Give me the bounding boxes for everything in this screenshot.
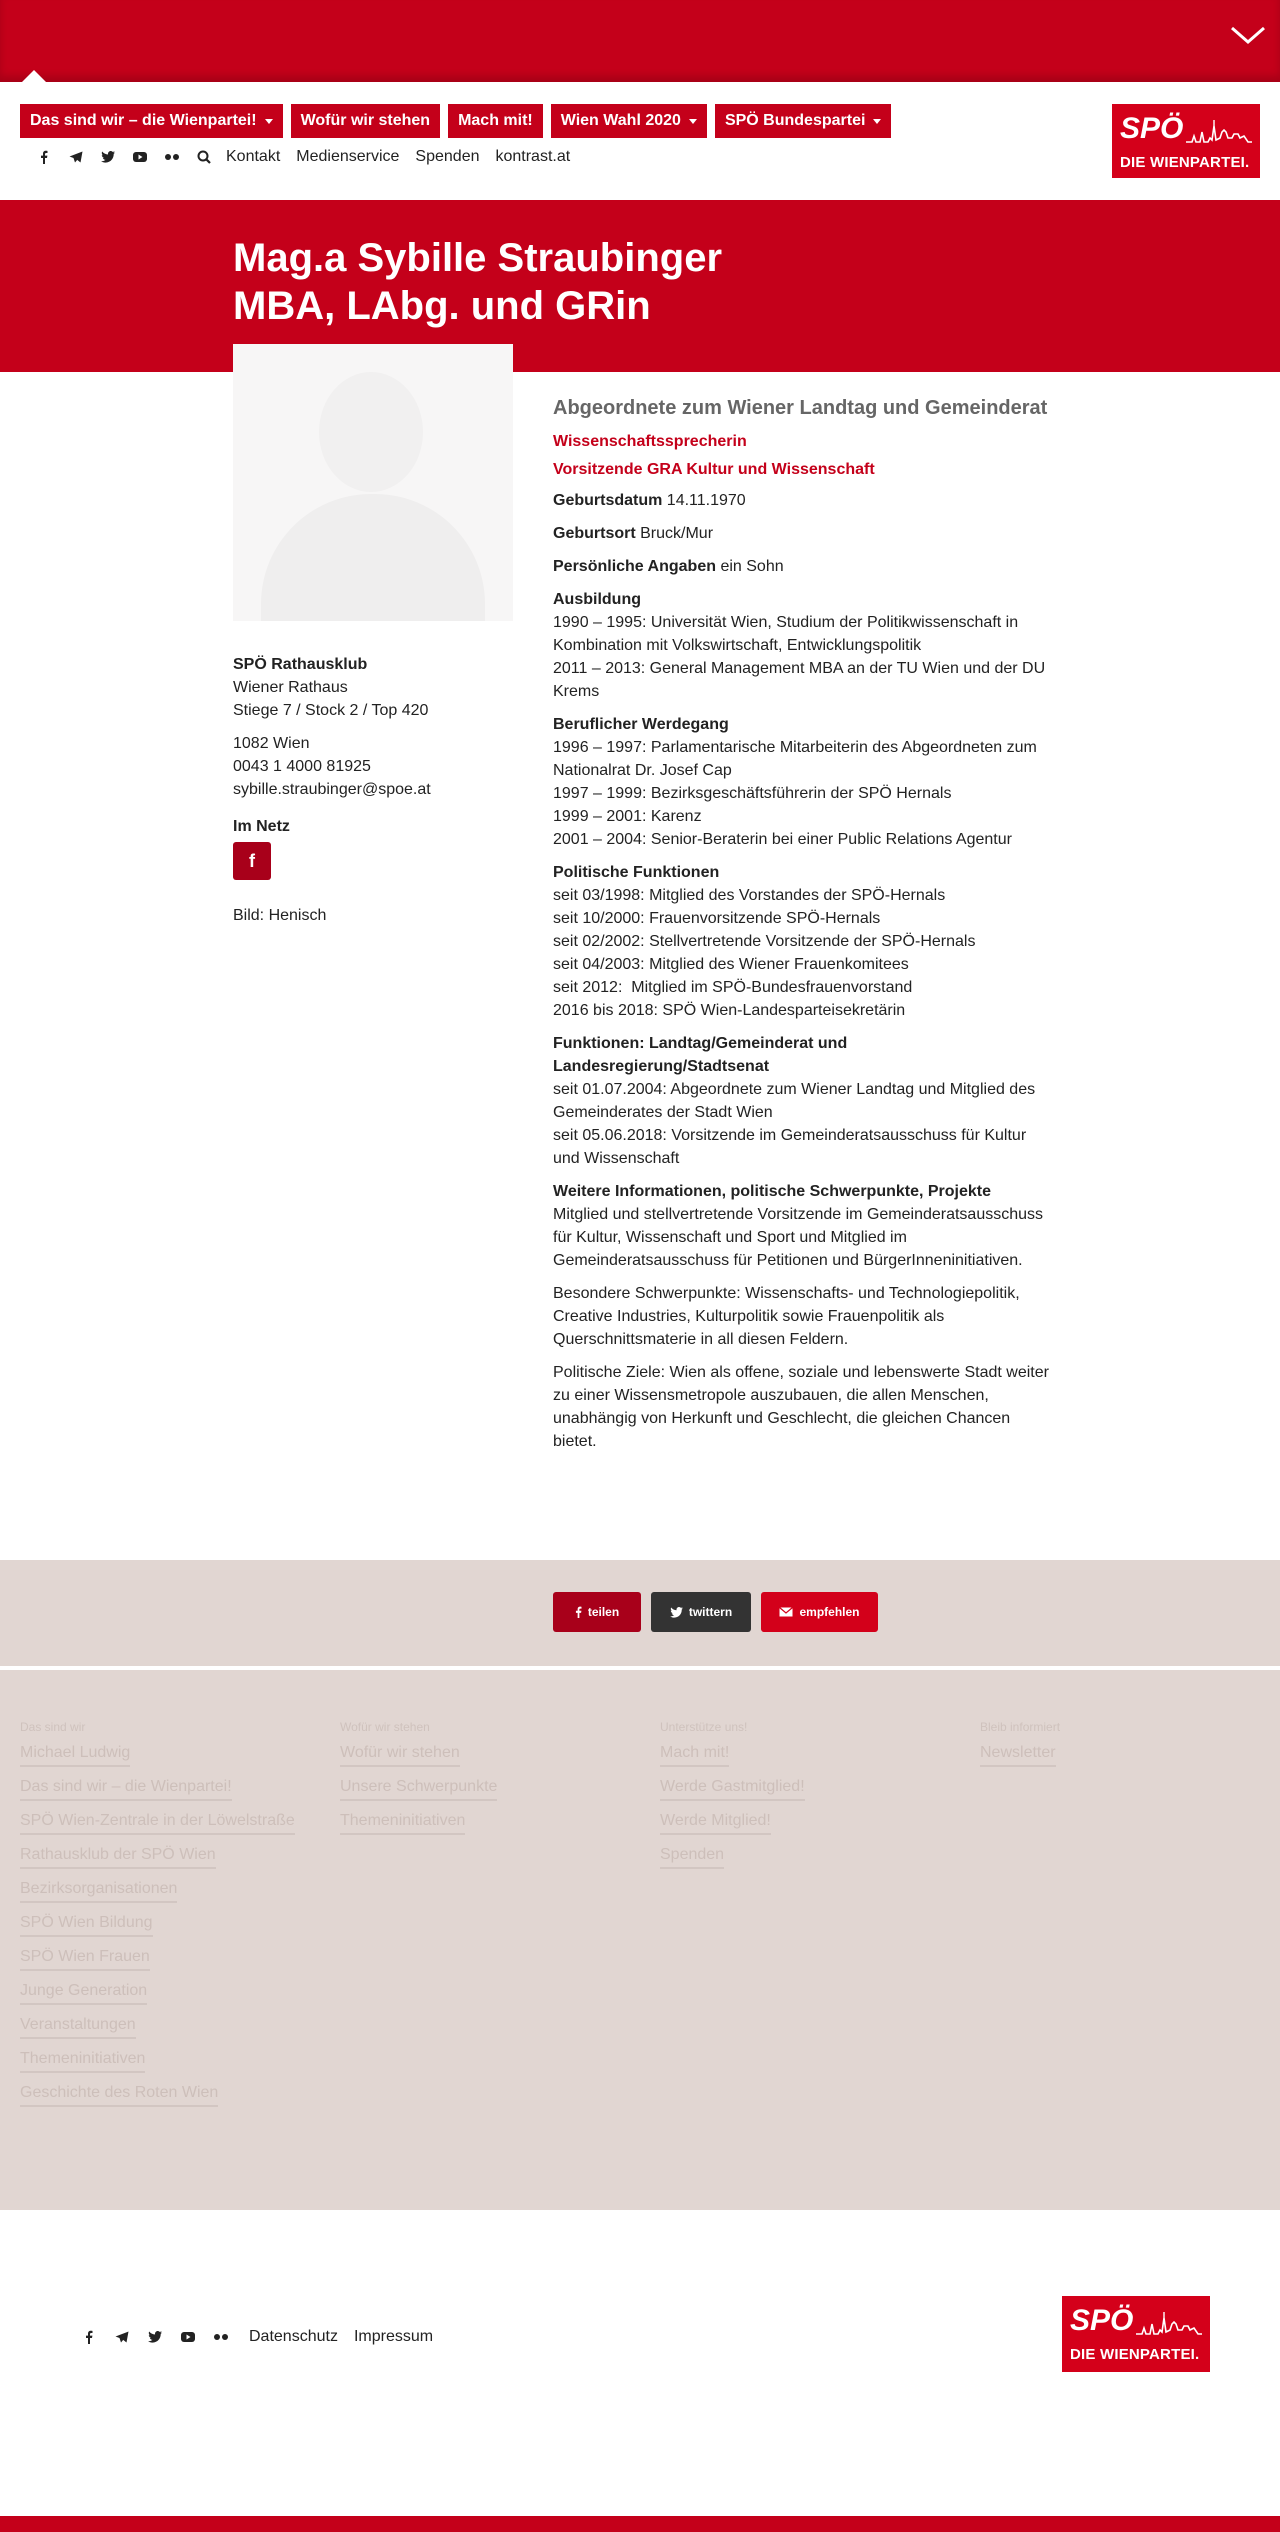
footer-link[interactable]: Geschichte des Roten Wien <box>20 2084 218 2107</box>
contact-address-line: Wiener Rathaus <box>233 679 348 696</box>
vienna-skyline-icon <box>1136 2310 1202 2344</box>
logo-subtitle: DIE WIENPARTEI. <box>1070 2346 1200 2363</box>
footer-link[interactable]: Wofür wir stehen <box>340 1744 460 1767</box>
further-text: Mitglied und stellvertretende Vorsitzende im Gemeinderatsausschuss für Kultur, Wissenschaft und Sport und Mitglied im Gemeinderatsausschuss für Petitionen und BürgerInneninitiativen. <box>553 1206 1044 1269</box>
birthplace-label: Geburtsort <box>553 525 636 542</box>
footer-red-bar <box>0 2516 1280 2532</box>
share-facebook-button[interactable] <box>553 1592 641 1632</box>
footer-column-heading: Bleib informiert <box>980 1720 1061 1734</box>
flickr-icon[interactable] <box>156 146 188 168</box>
search-icon[interactable] <box>188 146 220 168</box>
career-line: 1996 – 1997: Parlamentarische Mitarbeiterin des Abgeordneten zum Nationalrat Dr. Josef Cap <box>553 739 1037 779</box>
section-title: Weitere Informationen, politische Schwerpunkte, Projekte <box>553 1183 992 1200</box>
share-strip <box>0 1560 1280 1668</box>
focus-paragraph: Besondere Schwerpunkte: Wissenschafts- und Technologiepolitik, Creative Industries, Kulturpolitik sowie Frauenpolitik als Querschnittsmaterie in all diesen Feldern. <box>553 1285 1020 1348</box>
nav-link-medienservice[interactable]: Medienservice <box>296 148 400 165</box>
facebook-profile-button[interactable] <box>233 842 271 880</box>
footer-link[interactable]: SPÖ Wien-Zentrale in der Löwelstraße <box>20 1812 295 1835</box>
portrait-head <box>319 372 423 492</box>
logo-text: SPÖ <box>1070 2304 1134 2337</box>
nav-item-wofuer[interactable]: Wofür wir stehen <box>291 104 441 138</box>
contact-email[interactable]: sybille.straubinger@spoe.at <box>233 781 431 798</box>
portrait-photo <box>233 344 513 621</box>
facebook-icon <box>575 1606 582 1618</box>
footer-link[interactable]: Themeninitiativen <box>340 1812 465 1835</box>
footer-column <box>660 1720 805 1880</box>
nav-link-kontakt[interactable]: Kontakt <box>226 148 281 165</box>
birthplace-value: Bruck/Mur <box>640 525 714 542</box>
im-netz-heading: Im Netz <box>233 818 290 835</box>
facebook-icon: f <box>249 850 255 871</box>
nav-item-wien-wahl[interactable]: Wien Wahl 2020 <box>551 104 707 138</box>
spoe-logo[interactable] <box>1112 104 1260 178</box>
political-line: seit 02/2002: Stellvertretende Vorsitzende der SPÖ-Hernals <box>553 933 976 950</box>
nav-link-spenden[interactable]: Spenden <box>415 148 480 165</box>
birthplace-row <box>553 522 1053 545</box>
footer-link[interactable]: Newsletter <box>980 1744 1056 1767</box>
twitter-icon <box>670 1607 683 1618</box>
share-email-label: empfehlen <box>799 1605 860 1619</box>
footer-link-datenschutz[interactable]: Datenschutz <box>249 2328 338 2345</box>
page-title <box>233 234 1033 330</box>
section-title: Funktionen: Landtag/Gemeinderat und Landesregierung/Stadtsenat <box>553 1035 848 1075</box>
footer-column-heading: Das sind wir <box>20 1720 86 1734</box>
career-line: 1997 – 1999: Bezirksgeschäftsführerin der SPÖ Hernals <box>553 785 952 802</box>
telegram-icon[interactable] <box>60 146 92 168</box>
footer-link[interactable]: SPÖ Wien Frauen <box>20 1948 150 1971</box>
section-title: Beruflicher Werdegang <box>553 716 729 733</box>
share-twitter-label: twittern <box>688 1605 733 1619</box>
page-title-line1: Mag.a Sybille Straubinger <box>233 236 723 280</box>
footer-link[interactable]: Werde Gastmitglied! <box>660 1778 805 1801</box>
footer-link[interactable]: Rathausklub der SPÖ Wien <box>20 1846 216 1869</box>
birthdate-value: 14.11.1970 <box>666 492 746 509</box>
share-twitter-button[interactable] <box>651 1592 751 1632</box>
profile-content <box>553 396 1053 1463</box>
spoe-logo-footer[interactable] <box>1062 2296 1210 2372</box>
personal-row <box>553 555 1053 578</box>
hero-banner <box>0 200 1280 372</box>
footer-link[interactable]: Das sind wir – die Wienpartei! <box>20 1778 232 1801</box>
footer-column-heading: Wofür wir stehen <box>340 1720 430 1734</box>
political-line: seit 2012: Mitglied im SPÖ-Bundesfrauenvorstand <box>553 979 913 996</box>
dropdown-caret-icon <box>873 119 881 124</box>
chevron-down-icon[interactable] <box>1228 22 1268 50</box>
twitter-icon[interactable] <box>92 146 124 168</box>
further-section <box>553 1180 1053 1272</box>
caret-up-icon <box>22 70 46 82</box>
education-line: 1990 – 1995: Universität Wien, Studium der Politikwissenschaft in Kombination mit Volkswirtschaft, Entwicklungspolitik <box>553 614 1019 654</box>
birthdate-row <box>553 489 1053 512</box>
dropdown-caret-icon <box>689 119 697 124</box>
career-line: 1999 – 2001: Karenz <box>553 808 702 825</box>
nav-item-wienpartei[interactable]: Das sind wir – die Wienpartei! <box>20 104 283 138</box>
nav-item-mach-mit[interactable]: Mach mit! <box>448 104 543 138</box>
political-line: seit 04/2003: Mitglied des Wiener Frauenkomitees <box>553 956 909 973</box>
political-line: 2016 bis 2018: SPÖ Wien-Landesparteisekretärin <box>553 1002 906 1019</box>
education-section <box>553 588 1053 703</box>
footer-column <box>20 1720 295 2118</box>
share-email-button[interactable] <box>761 1592 878 1632</box>
footer-column <box>980 1720 1060 1778</box>
contact-org: SPÖ Rathausklub <box>233 656 368 673</box>
political-section <box>553 861 1053 1022</box>
footer-link[interactable]: Spenden <box>660 1846 724 1869</box>
personal-label: Persönliche Angaben <box>553 558 716 575</box>
functions-section <box>553 1032 1053 1170</box>
footer-column <box>340 1720 497 1846</box>
footer-column-heading: Unterstütze uns! <box>660 1720 748 1734</box>
logo-subtitle: DIE WIENPARTEI. <box>1120 154 1250 171</box>
footer-link[interactable]: Michael Ludwig <box>20 1744 130 1767</box>
bottom-bar <box>72 2326 437 2348</box>
logo-text: SPÖ <box>1120 112 1184 145</box>
facebook-icon[interactable] <box>28 146 60 168</box>
political-line: seit 03/1998: Mitglied des Vorstandes der SPÖ-Hernals <box>553 887 946 904</box>
page-title-line2: MBA, LAbg. und GRin <box>233 284 651 328</box>
career-section <box>553 713 1053 851</box>
contact-city: 1082 Wien <box>233 735 310 752</box>
footer-links <box>0 1670 1280 2210</box>
contact-address-line: Stiege 7 / Stock 2 / Top 420 <box>233 702 429 719</box>
flickr-icon[interactable] <box>204 2326 237 2348</box>
nav-item-bundespartei[interactable]: SPÖ Bundespartei <box>715 104 891 138</box>
personal-value: ein Sohn <box>720 558 784 575</box>
youtube-icon[interactable] <box>171 2326 204 2348</box>
share-facebook-label: teilen <box>587 1605 620 1619</box>
contact-block <box>233 653 533 801</box>
political-line: seit 10/2000: Frauenvorsitzende SPÖ-Hernals <box>553 910 881 927</box>
position-title: Abgeordnete zum Wiener Landtag und Gemeinderat <box>553 397 1048 419</box>
contact-phone[interactable]: 0043 1 4000 81925 <box>233 758 371 775</box>
footer-link[interactable]: Themeninitiativen <box>20 2050 145 2073</box>
footer-link[interactable]: Veranstaltungen <box>20 2016 136 2039</box>
secondary-nav <box>28 146 576 168</box>
telegram-icon[interactable] <box>105 2326 138 2348</box>
role-label: Vorsitzende GRA Kultur und Wissenschaft <box>553 461 875 478</box>
photo-credit: Bild: Henisch <box>233 907 327 924</box>
vienna-skyline-icon <box>1186 118 1252 152</box>
main-nav <box>20 104 891 165</box>
mail-icon <box>779 1607 793 1617</box>
youtube-icon[interactable] <box>124 146 156 168</box>
functions-line: seit 01.07.2004: Abgeordnete zum Wiener Landtag und Mitglied des Gemeinderates der Stadt Wien <box>553 1081 1036 1121</box>
section-title: Politische Funktionen <box>553 864 720 881</box>
goals-paragraph: Politische Ziele: Wien als offene, soziale und lebenswerte Stadt weiter zu einer Wissensmetropole auszubauen, die allen Menschen, unabhängig von Herkunft und Geschlecht, die gleichen Chancen bietet. <box>553 1364 1049 1450</box>
twitter-icon[interactable] <box>138 2326 171 2348</box>
birthdate-label: Geburtsdatum <box>553 492 663 509</box>
dropdown-caret-icon <box>265 119 273 124</box>
career-line: 2001 – 2004: Senior-Beraterin bei einer Public Relations Agentur <box>553 831 1012 848</box>
section-title: Ausbildung <box>553 591 641 608</box>
footer-link[interactable]: Werde Mitglied! <box>660 1812 771 1835</box>
footer-link[interactable]: SPÖ Wien Bildung <box>20 1914 153 1937</box>
footer-link[interactable]: Mach mit! <box>660 1744 729 1767</box>
footer-link-impressum[interactable]: Impressum <box>353 2328 434 2345</box>
footer-link[interactable]: Unsere Schwerpunkte <box>340 1778 497 1801</box>
functions-line: seit 05.06.2018: Vorsitzende im Gemeinderatsausschuss für Kultur und Wissenschaft <box>553 1127 1027 1167</box>
facebook-icon[interactable] <box>72 2326 105 2348</box>
top-bar <box>0 0 1280 82</box>
footer-link[interactable]: Bezirksorganisationen <box>20 1880 177 1903</box>
role-label: Wissenschaftssprecherin <box>553 433 747 450</box>
education-line: 2011 – 2013: General Management MBA an der TU Wien und der DU Krems <box>553 660 1046 700</box>
footer-link[interactable]: Junge Generation <box>20 1982 147 2005</box>
nav-link-kontrast[interactable]: kontrast.at <box>495 148 571 165</box>
portrait-body <box>261 494 485 621</box>
